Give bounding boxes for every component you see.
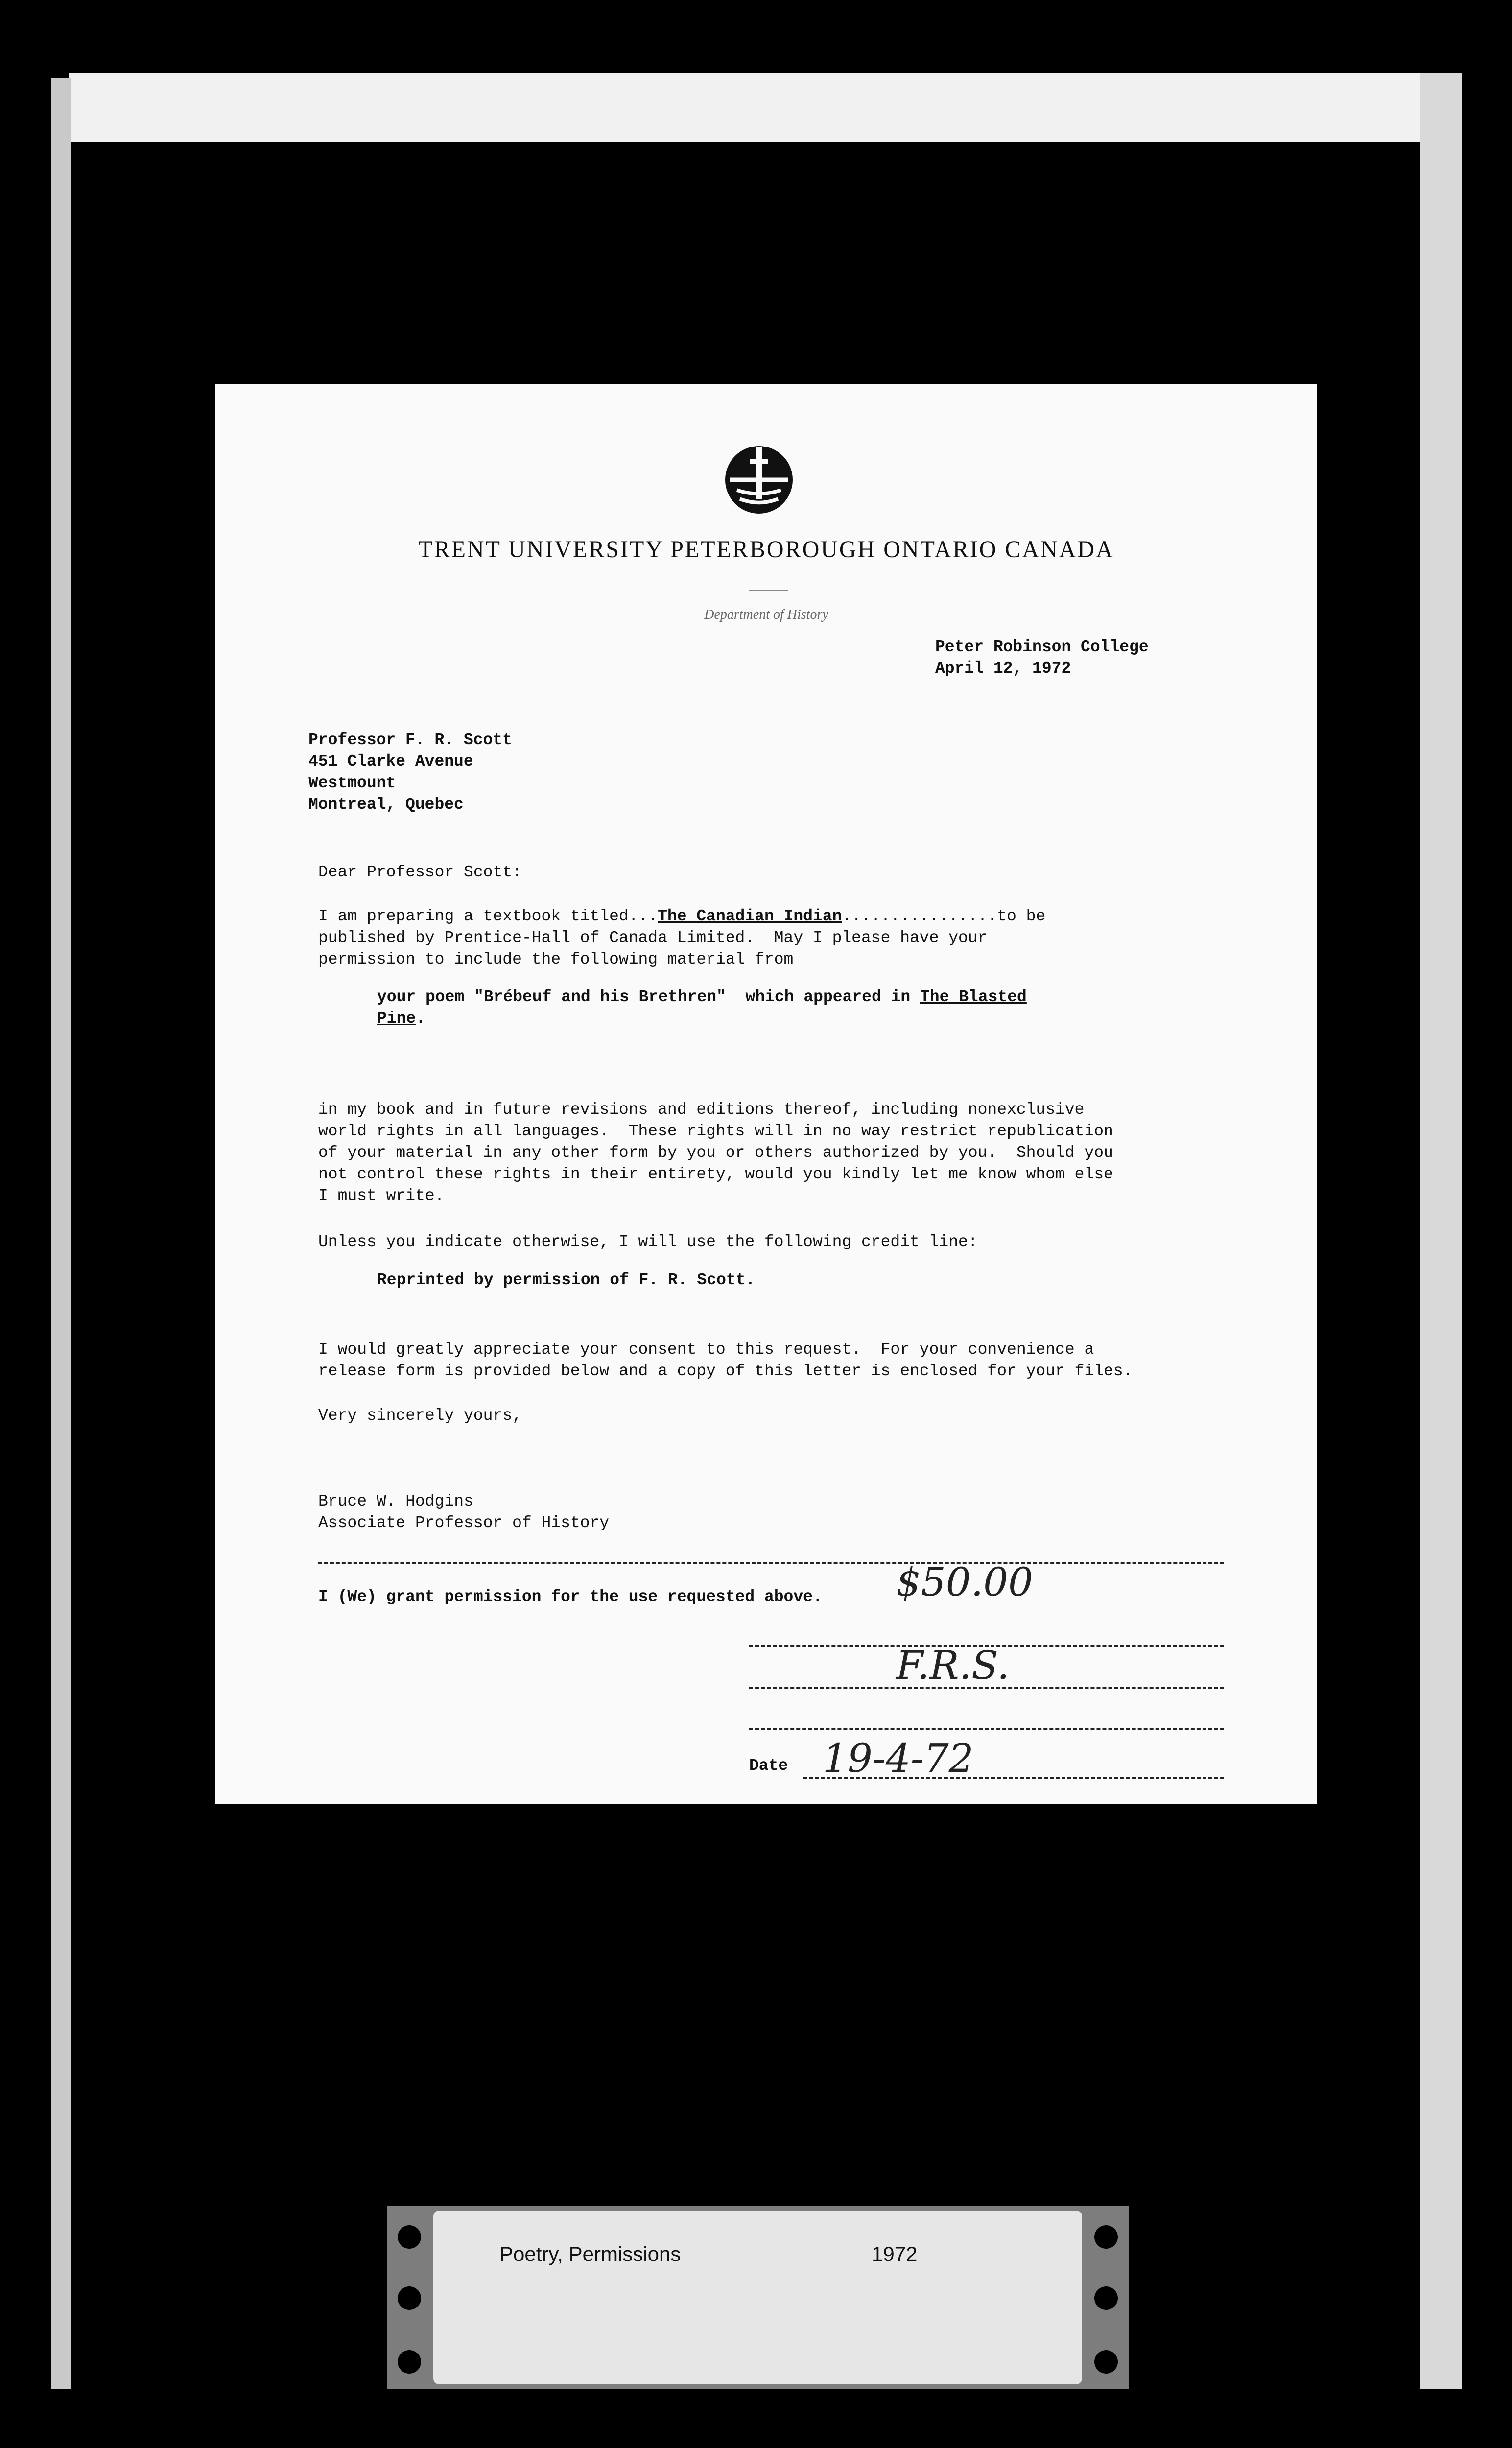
signer-name: Bruce W. Hodgins [318,1492,473,1510]
file-year: 1972 [872,2242,918,2265]
fee-handwritten: $50.00 [896,1559,1033,1605]
signature-line-2 [749,1687,1224,1689]
paragraph-3: Unless you indicate otherwise, I will use the following credit line: [318,1233,978,1251]
punch-hole [1094,2286,1118,2310]
paragraph-2-line-5: I must write. [318,1187,445,1205]
file-label [433,2211,1082,2384]
sender-college: Peter Robinson College [935,638,1149,656]
film-edge-right [1420,73,1462,2389]
file-subject: Poetry, Permissions [499,2242,681,2265]
recipient-street: 451 Clarke Avenue [308,753,473,771]
release-divider [318,1562,1224,1564]
material-line-1 [377,987,1027,1008]
intro-text: I am preparing a textbook titled... [318,907,658,925]
letter-date: April 12, 1972 [935,659,1071,678]
dot-leader: ................to be [842,907,1046,925]
material-title-part-1: The Blasted [920,988,1027,1006]
paragraph-2-line-4: not control these rights in their entirety, would you kindly let me know whom else [318,1165,1113,1183]
university-crest-icon [722,443,796,517]
paragraph-1-line-2: published by Prentice-Hall of Canada Limited. May I please have your [318,929,988,947]
recipient-province: Montreal, Quebec [308,796,464,814]
signature-line-3 [749,1728,1224,1730]
material-line-2 [377,1008,425,1030]
initials-handwritten: F.R.S. [896,1643,1010,1688]
punch-hole [398,2350,421,2374]
paragraph-4-line-1: I would greatly appreciate your consent to this request. For your convenience a [318,1341,1094,1359]
date-label: Date [749,1757,788,1775]
credit-line: Reprinted by permission of F. R. Scott. [377,1271,756,1289]
book-title: The Canadian Indian [658,907,842,925]
letter-page [215,384,1317,1804]
signer-title: Associate Professor of History [318,1514,610,1532]
material-text: your poem "Brébeuf and his Brethren" which appeared in [377,988,920,1006]
paragraph-1-line-1 [318,906,1045,927]
department-name: Department of History [704,607,828,622]
punch-hole [1094,2350,1118,2374]
recipient-name: Professor F. R. Scott [308,731,512,749]
paragraph-4-line-2: release form is provided below and a copy of this letter is enclosed for your files. [318,1362,1133,1380]
material-title-part-2: Pine [377,1010,416,1028]
date-handwritten: 19-4-72 [823,1736,974,1781]
grant-text: I (We) grant permission for the use requested above. [318,1588,823,1606]
punch-hole [1094,2225,1118,2249]
material-period: . [416,1010,426,1028]
date-line [803,1777,1224,1779]
recipient-city: Westmount [308,774,396,792]
punch-hole [398,2286,421,2310]
punch-hole [398,2225,421,2249]
paragraph-2-line-2: world rights in all languages. These rights will in no way restrict republication [318,1122,1113,1140]
paragraph-2-line-1: in my book and in future revisions and editions thereof, including nonexclusive [318,1101,1085,1119]
university-name: TRENT UNIVERSITY PETERBOROUGH ONTARIO CANADA [418,537,1114,563]
film-edge-left [51,78,71,2389]
salutation: Dear Professor Scott: [318,863,522,881]
file-label-card [387,2206,1129,2389]
paragraph-2-line-3: of your material in any other form by you or others authorized by you. Should you [318,1144,1113,1162]
film-top-band [69,73,1425,142]
divider [749,590,788,591]
paragraph-1-line-3: permission to include the following material from [318,950,794,968]
closing: Very sincerely yours, [318,1407,522,1425]
